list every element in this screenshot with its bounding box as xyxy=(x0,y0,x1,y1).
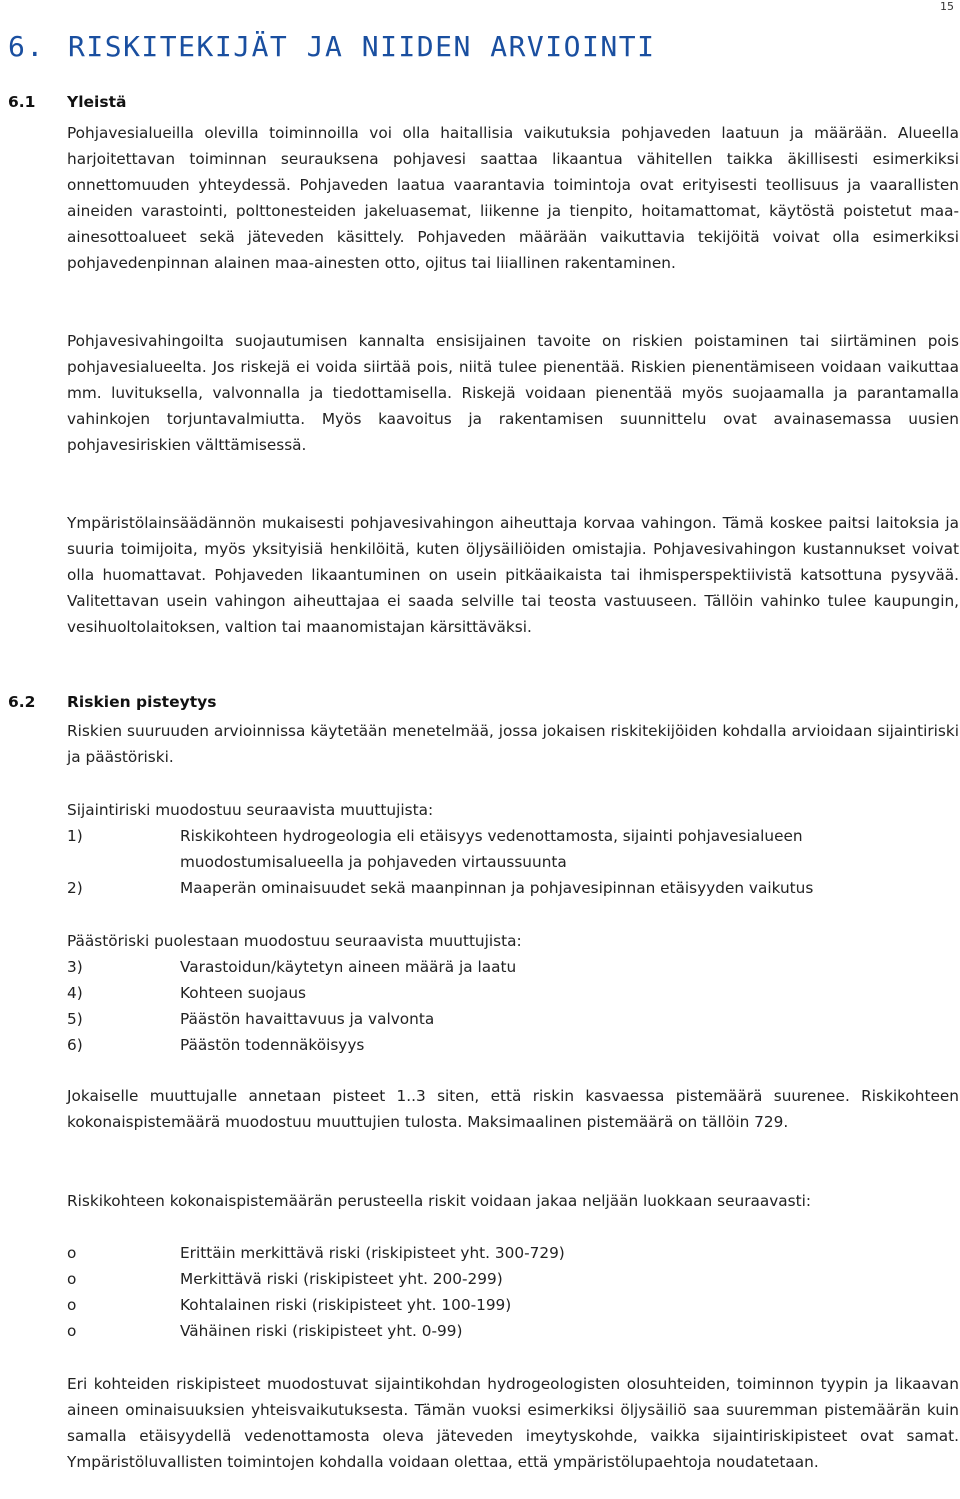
list-item-text: muodostumisalueella ja pohjaveden virtaussuunta xyxy=(180,853,567,871)
chapter-number: 6. xyxy=(8,30,45,63)
paragraph-risk-reduction: Pohjavesivahingoilta suojautumisen kannalta ensisijainen tavoite on riskien poistaminen tai siirtäminen pois pohjavesialueelta. Jos riskejä ei voida siirtää pois, niitä tulee pienentää. Riskien pienentämiseen voidaan vaikuttaa mm. luvituksella, valvonnalla ja tiedottamisella. Riskejä voidaan pienentää myös suojaamalla ja parantamalla vahinkojen torjuntavalmiutta. Myös kaavoitus ja rakentamisen suunnittelu ovat avainasemassa uusien pohjavesiriskien välttämisessä. xyxy=(67,332,959,454)
paragraph-method-intro: Riskien suuruuden arvioinnissa käytetään menetelmää, jossa jokaisen riskitekijöiden kohdalla arvioidaan sijaintiriski ja päästöriski. xyxy=(67,722,959,766)
list-marker: 5) xyxy=(67,1010,83,1028)
chapter-title xyxy=(8,30,655,63)
list-item-text: Varastoidun/käytetyn aineen määrä ja laatu xyxy=(180,958,517,976)
section-heading-6-1 xyxy=(8,93,126,111)
paragraph-liability: Ympäristölainsäädännön mukaisesti pohjavesivahingon aiheuttaja korvaa vahingon. Tämä koskee paitsi laitoksia ja suuria toimijoita, myös yksityisiä henkilöitä, kuten öljysäiliöiden omistajia. Pohjavesivahingon kustannukset voivat olla huomattavat. Pohjaveden likaantuminen on usein pitkäaikaista tai ihmisperspektiivistä katsottuna pysyvää. Valitettavan usein vahingon aiheuttajaa ei saada selville tai teosta vastuuseen. Tällöin vahinko tulee kaupungin, vesihuoltolaitoksen, valtion tai maanomistajan kärsittäväksi. xyxy=(67,514,959,636)
section-title: Riskien pisteytys xyxy=(67,693,217,711)
section-title: Yleistä xyxy=(67,93,127,111)
bullet-marker: o xyxy=(67,1270,77,1288)
emission-risk-heading: Päästöriski puolestaan muodostuu seuraavista muuttujista: xyxy=(67,932,522,950)
list-marker: 2) xyxy=(67,879,83,897)
list-marker: 6) xyxy=(67,1036,83,1054)
list-item-text: Riskikohteen hydrogeologia eli etäisyys vedenottamosta, sijainti pohjavesialueen xyxy=(180,827,803,845)
list-item-text: Kohteen suojaus xyxy=(180,984,307,1002)
list-item-text: Päästön todennäköisyys xyxy=(180,1036,365,1054)
list-marker: 1) xyxy=(67,827,83,845)
bullet-marker: o xyxy=(67,1322,77,1340)
list-marker: 3) xyxy=(67,958,83,976)
section-number: 6.1 xyxy=(8,93,36,111)
page-number: 15 xyxy=(940,0,954,13)
list-item-text: Maaperän ominaisuudet sekä maanpinnan ja pohjavesipinnan etäisyyden vaikutus xyxy=(180,879,814,897)
chapter-title-text: RISKITEKIJÄT JA NIIDEN ARVIOINTI xyxy=(68,30,656,63)
location-risk-heading: Sijaintiriski muodostuu seuraavista muuttujista: xyxy=(67,801,434,819)
list-item-text: Päästön havaittavuus ja valvonta xyxy=(180,1010,435,1028)
list-item-text: Merkittävä riski (riskipisteet yht. 200-299) xyxy=(180,1270,503,1288)
classes-intro: Riskikohteen kokonaispistemäärän perusteella riskit voidaan jakaa neljään luokkaan seuraavasti: xyxy=(67,1192,812,1210)
section-number: 6.2 xyxy=(8,693,36,711)
paragraph-risk-points: Eri kohteiden riskipisteet muodostuvat sijaintikohdan hydrogeologisten olosuhteiden, toiminnon tyypin ja likaavan aineen ominaisuuksien yhteisvaikutuksesta. Tämän vuoksi esimerkiksi öljysäiliö saa suuremman pistemäärän kuin samalla etäisyydellä vedenottamosta oleva jäteveden imeytyskohde, vaikka sijaintiriskipisteet ovat samat. Ympäristöluvallisten toimintojen kohdalla voidaan olettaa, että ympäristölupaehtoja noudatetaan. xyxy=(67,1375,959,1471)
bullet-marker: o xyxy=(67,1244,77,1262)
section-heading-6-2 xyxy=(8,693,216,711)
list-marker: 4) xyxy=(67,984,83,1002)
bullet-marker: o xyxy=(67,1296,77,1314)
list-item-text: Vähäinen riski (riskipisteet yht. 0-99) xyxy=(180,1322,463,1340)
paragraph-scoring: Jokaiselle muuttujalle annetaan pisteet 1..3 siten, että riskin kasvaessa pistemäärä suurenee. Riskikohteen kokonaispistemäärä muodostuu muuttujien tulosta. Maksimaalinen pistemäärä on tällöin 729. xyxy=(67,1087,959,1131)
paragraph-risk-activities: Pohjavesialueilla olevilla toiminnoilla voi olla haitallisia vaikutuksia pohjaveden laatuun ja määrään. Alueella harjoitettavan toiminnan seurauksena pohjavesi saattaa likaantua vähitellen taikka äkillisesti esimerkiksi onnettomuuden yhteydessä. Pohjaveden laatua vaarantavia toimintoja ovat erityisesti teollisuus ja vaarallisten aineiden varastointi, polttonesteiden jakeluasemat, liikenne ja tienpito, hoitamattomat, käytöstä poistetut maa-ainesottoalueet sekä jäteveden käsittely. Pohjaveden määrään vaikuttavia tekijöitä voivat olla esimerkiksi pohjavedenpinnan alainen maa-ainesten otto, ojitus tai liiallinen rakentaminen. xyxy=(67,124,959,272)
list-item-text: Kohtalainen riski (riskipisteet yht. 100-199) xyxy=(180,1296,512,1314)
list-item-text: Erittäin merkittävä riski (riskipisteet yht. 300-729) xyxy=(180,1244,565,1262)
